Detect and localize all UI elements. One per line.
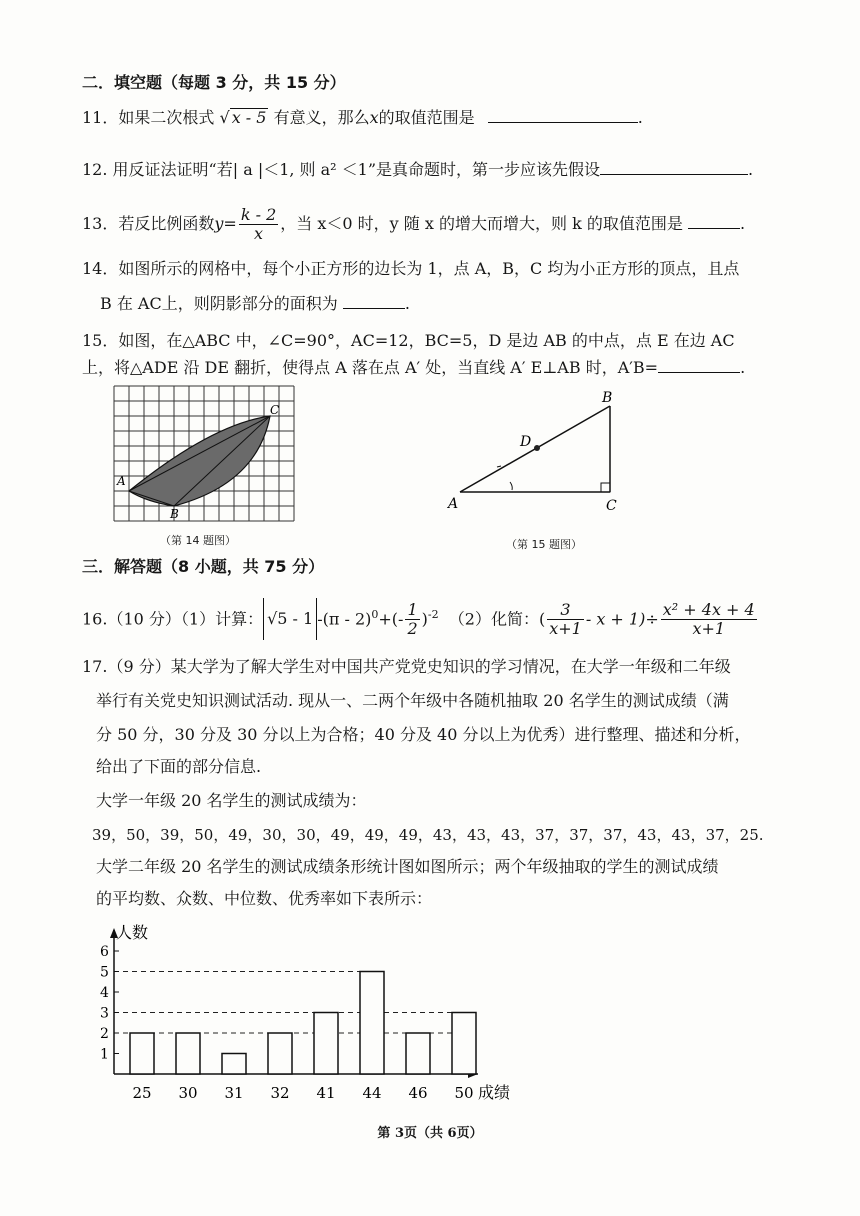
bar-32	[268, 1033, 292, 1074]
y-tick-label: 1	[100, 1046, 109, 1063]
q16-sup-neg2: -2	[427, 608, 439, 621]
question-13: 13．若反比例函数y= $\frac{k - 2}{x}$ ，当 x＜0 时，y 随 x 的增大而增大，则 k 的取值范围是 .	[82, 205, 746, 243]
y-tick-label: 6	[100, 944, 109, 960]
q13-post: ，当 x＜0 时，y 随 x 的增大而增大，则 k 的取值范围是	[280, 214, 683, 233]
question-14-line2: B 在 AC上，则阴影部分的面积为 .	[100, 294, 410, 313]
grade2-score-bar-chart	[86, 918, 526, 1110]
bar-30	[176, 1033, 200, 1074]
question-17-line5: 大学一年级 20 名学生的测试成绩为：	[96, 791, 367, 810]
q16-fraction-2	[661, 601, 757, 638]
q16-absolute-value: √5 - 1	[263, 598, 317, 640]
figure-14-grid	[112, 384, 296, 522]
chart-x-axis-label: 成绩	[478, 1083, 511, 1102]
q16-f2-num: x² + 4x + 4	[662, 600, 755, 620]
y-tick-label: 5	[100, 964, 109, 981]
question-17-scores: 39，50，39，50，49，30，30，49，49，49，43，43，43，37，37，37，43，43，37，25.	[92, 826, 764, 844]
figure-15-caption: （第 15 题图）	[506, 538, 582, 551]
q16-number: 16.（10 分）（1）计算：	[82, 609, 264, 629]
question-17-line2: 举行有关党史知识测试活动. 现从一、二两个年级中各随机抽取 20 名学生的测试成绩（满	[96, 691, 729, 710]
bar-46	[406, 1033, 430, 1074]
q16-f1-num: 3	[547, 601, 584, 620]
y-tick-label: 4	[100, 985, 109, 1001]
q11-answer-blank[interactable]	[488, 106, 638, 123]
sqrt-symbol-icon: √	[219, 108, 230, 127]
q13-denominator: x	[254, 224, 264, 243]
q16-mid: -(π - 2)	[317, 609, 372, 629]
q15-answer-blank[interactable]	[658, 356, 740, 373]
x-tick-label: 31	[224, 1084, 244, 1102]
q16-sup0: 0	[371, 608, 379, 621]
q13-yeq: y=	[214, 214, 237, 233]
question-17-line7: 大学二年级 20 名学生的测试成绩条形统计图如图所示；两个年级抽取的学生的测试成绩	[96, 857, 719, 876]
q13-numerator: k - 2	[240, 205, 277, 224]
q16-fraction-1	[547, 601, 584, 638]
x-tick-label: 50	[454, 1084, 474, 1102]
q11-number: 11．	[82, 108, 119, 127]
fig14-label-a: A	[117, 474, 126, 488]
chart-reference-lines	[114, 972, 476, 1034]
q16-mid2: - x + 1)÷	[585, 609, 659, 629]
bar-50	[452, 1013, 476, 1075]
question-15-line1: 15．如图，在△ABC 中，∠C=90°，AC=12，BC=5，D 是边 AB 的中点，点 E 在边 AC	[82, 331, 735, 350]
q16-part2: （2）化简：(	[448, 609, 546, 629]
question-16	[82, 594, 782, 638]
q13-fraction	[239, 206, 278, 243]
fig14-label-c: C	[270, 403, 280, 417]
bar-44	[360, 972, 384, 1075]
question-11: 11．如果二次根式 √ x - 5 有意义，那么x的取值范围是 .	[82, 108, 643, 127]
question-17-line8: 的平均数、众数、中位数、优秀率如下表所示：	[96, 889, 433, 908]
q15-line2-text: 上，将△ADE 沿 DE 翻折，使得点 A 落在点 A′ 处，当直线 A′ E⊥AB 时，A′B=	[82, 358, 659, 377]
section-3-heading: 三．解答题（8 小题，共 75 分）	[82, 557, 325, 576]
bar-25	[130, 1033, 154, 1074]
q11-post: 有意义，那么	[273, 108, 370, 127]
question-17-line1: 17.（9 分）某大学为了解大学生对中国共产党党史知识的学习情况，在大学一年级和二年级	[82, 657, 731, 676]
q14-line2-text: B 在 AC上，则阴影部分的面积为	[100, 294, 338, 313]
x-tick-label: 30	[178, 1084, 198, 1102]
fig14-label-b: B	[170, 507, 179, 521]
q13-answer-blank[interactable]	[688, 212, 740, 229]
q16-f2-den: x+1	[692, 619, 726, 639]
x-tick-label: 32	[270, 1084, 290, 1102]
q11-var: x	[369, 108, 379, 127]
q16-half-fraction	[405, 601, 419, 638]
fig15-label-c: C	[606, 498, 617, 512]
fig15-label-d: D	[520, 434, 532, 450]
page-footer: 第 3页（共 6页）	[377, 1126, 483, 1141]
question-14-line1: 14．如图所示的网格中，每个小正方形的边长为 1，点 A，B，C 均为小正方形的顶点，且点	[82, 259, 740, 278]
bar-31	[222, 1054, 246, 1075]
q11-post2: 的取值范围是	[378, 108, 475, 127]
q16-plus: +(-	[378, 609, 404, 629]
q16-f1-den: x+1	[549, 619, 582, 639]
x-tick-label: 46	[408, 1084, 428, 1102]
figure-14-caption: （第 14 题图）	[160, 534, 236, 547]
y-tick-label: 2	[100, 1026, 109, 1042]
q12-answer-blank[interactable]	[600, 158, 748, 175]
q16-half-num: 1	[407, 600, 418, 620]
question-12: 12. 用反证法证明“若| a |＜1, 则 a² ＜1”是真命题时，第一步应该先假设 .	[82, 160, 754, 179]
chart-x-ticks	[132, 1084, 473, 1102]
q16-close: )	[421, 609, 428, 629]
q11-pre: 如果二次根式	[118, 108, 215, 127]
q16-half-den: 2	[407, 619, 418, 639]
q14-answer-blank[interactable]	[343, 292, 405, 309]
bar-41	[314, 1013, 338, 1075]
y-tick-label: 3	[100, 1005, 109, 1022]
question-15-line2: 上，将△ADE 沿 DE 翻折，使得点 A 落在点 A′ 处，当直线 A′ E⊥AB 时，A′B= .	[82, 358, 746, 377]
x-tick-label: 25	[132, 1084, 152, 1102]
x-tick-label: 44	[362, 1084, 382, 1102]
question-17-line4: 给出了下面的部分信息.	[96, 757, 262, 776]
section-2-heading: 二．填空题（每题 3 分，共 15 分）	[82, 73, 346, 92]
figure-15-triangle	[440, 386, 630, 512]
q11-radicand: x - 5	[231, 108, 267, 127]
chart-bars	[130, 972, 476, 1075]
x-tick-label: 41	[316, 1084, 336, 1102]
fig15-label-a: A	[448, 496, 459, 512]
q12-text: 12. 用反证法证明“若| a |＜1, 则 a² ＜1”是真命题时，第一步应该先假设	[82, 160, 601, 179]
chart-y-ticks	[100, 944, 119, 1063]
question-17-line3: 分 50 分，30 分及 30 分以上为合格；40 分及 40 分以上为优秀）进行整理、描述和分析，	[96, 725, 751, 744]
q13-pre: 若反比例函数	[118, 214, 215, 233]
fig15-label-b: B	[602, 390, 613, 406]
q13-number: 13．	[82, 214, 119, 233]
chart-y-axis-label: 人数	[116, 923, 149, 942]
